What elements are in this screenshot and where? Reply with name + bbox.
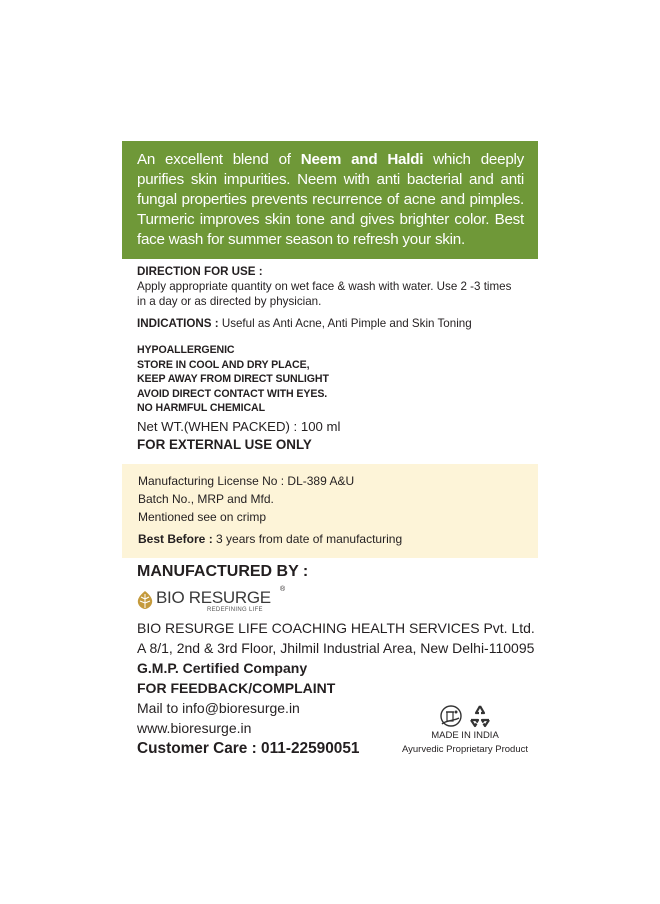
feedback-email: Mail to info@bioresurge.in bbox=[137, 700, 300, 716]
direction-text: Apply appropriate quantity on wet face & wash with water. Use 2 -3 times in a day or as directed by physician. bbox=[137, 280, 512, 309]
license-panel bbox=[122, 464, 538, 558]
license-line: Batch No., MRP and Mfd. bbox=[138, 492, 274, 506]
intro-text-end: which deeply purifies skin impurities. Neem with anti bacterial and anti fungal properties prevents recurrence of acne and pimples. Turmeric improves skin tone and gives brighter color. Best face wash for summer season to refresh your skin. bbox=[137, 151, 524, 248]
license-line: Mentioned see on crimp bbox=[138, 510, 267, 524]
bin-disposal-icon bbox=[438, 704, 464, 728]
net-weight: Net WT.(WHEN PACKED) : 100 ml bbox=[137, 419, 341, 434]
indications-section bbox=[137, 317, 472, 330]
indications-label: INDICATIONS : bbox=[137, 317, 219, 330]
company-name: BIO RESURGE LIFE COACHING HEALTH SERVICES Pvt. Ltd. bbox=[137, 620, 535, 636]
leaf-logo-icon bbox=[137, 591, 153, 609]
made-in-india: MADE IN INDIA bbox=[431, 730, 499, 741]
logo-tagline: REDEFINING LIFE bbox=[207, 607, 263, 613]
intro-description bbox=[122, 141, 538, 259]
direction-heading: DIRECTION FOR USE : bbox=[137, 265, 263, 278]
customer-care: Customer Care : 011-22590051 bbox=[137, 740, 360, 757]
indications-text: Useful as Anti Acne, Anti Pimple and Skin Toning bbox=[218, 317, 472, 330]
gmp-certification: G.M.P. Certified Company bbox=[137, 660, 308, 676]
warning-item: AVOID DIRECT CONTACT WITH EYES. bbox=[137, 387, 328, 400]
best-before-text: 3 years from date of manufacturing bbox=[212, 532, 403, 546]
direction-section bbox=[137, 264, 522, 310]
intro-highlight: Neem and Haldi bbox=[300, 151, 424, 168]
logo-registered-mark: ® bbox=[280, 586, 286, 593]
warning-item: NO HARMFUL CHEMICAL bbox=[137, 402, 265, 415]
warning-item: STORE IN COOL AND DRY PLACE, bbox=[137, 358, 310, 371]
external-use-note: FOR EXTERNAL USE ONLY bbox=[137, 437, 312, 452]
net-weight-section bbox=[137, 418, 340, 454]
intro-text-start: An excellent blend of bbox=[137, 151, 301, 168]
best-before bbox=[138, 532, 402, 546]
badges-section bbox=[400, 704, 530, 755]
manufactured-by-heading: MANUFACTURED BY : bbox=[137, 563, 309, 580]
website: www.bioresurge.in bbox=[137, 720, 252, 736]
recycle-icon bbox=[468, 704, 492, 728]
warnings-list bbox=[137, 343, 329, 416]
logo-name: BIO RESURGE bbox=[156, 588, 271, 607]
license-line: Manufacturing License No : DL-389 A&U bbox=[138, 474, 355, 488]
warning-item: KEEP AWAY FROM DIRECT SUNLIGHT bbox=[137, 373, 329, 386]
warning-item: HYPOALLERGENIC bbox=[137, 344, 235, 356]
best-before-label: Best Before : bbox=[138, 532, 213, 546]
product-type: Ayurvedic Proprietary Product bbox=[401, 744, 529, 755]
feedback-heading: FOR FEEDBACK/COMPLAINT bbox=[137, 680, 336, 696]
company-address: A 8/1, 2nd & 3rd Floor, Jhilmil Industrial Area, New Delhi-110095 bbox=[137, 640, 535, 656]
